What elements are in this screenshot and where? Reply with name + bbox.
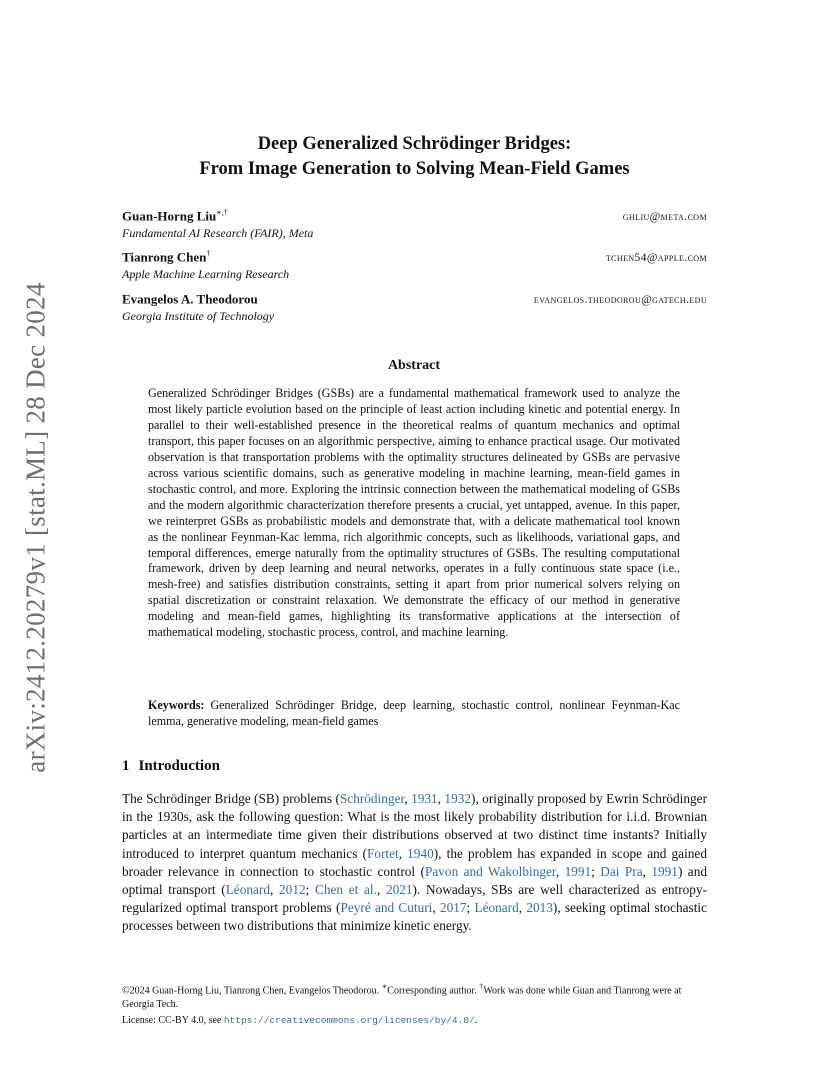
citation-link[interactable]: Dai Pra: [600, 863, 643, 879]
author-block-3: [122, 291, 707, 324]
section-title: Introduction: [138, 758, 220, 774]
license-suffix: .: [474, 1015, 478, 1026]
keywords-label: Keywords:: [148, 698, 205, 712]
author-name: Guan-Horng Liu: [122, 208, 217, 224]
author-email[interactable]: ghliu@meta.com: [622, 211, 707, 224]
abstract-body: Generalized Schrödinger Bridges (GSBs) are a fundamental mathematical framework used to analyze the most likely particle evolution based on the principle of least action including kinetic and potential energy. In parallel to their well-established presence in the theoretical realms of quantum mechanics and optimal transport, this paper focuses on an algorithmic perspective, aiming to enhance practical usage. Our motivated observation is that transportation problems with the optimality structures delineated by GSBs are pervasive across various scientific domains, such as generative modeling in machine learning, mean-field games in stochastic control, and more. Exploring the intrinsic connection between the mathematical modeling of GSBs and the modern algorithmic characterization therefore presents a crucial, yet untapped, avenue. In this paper, we reinterpret GSBs as probabilistic models and demonstrate that, with a delicate mathematical tool known as the nonlinear Feynman-Kac lemma, rich algorithmic concepts, such as likelihoods, variational gaps, and temporal differences, emerge naturally from the optimality structures of GSBs. The resulting computational framework, driven by deep learning and neural networks, operates in a fully continuous state space (i.e., mesh-free) and satisfies distribution constraints, setting it apart from prior numerical solvers relying on spatial discretization or constraint relaxation. We demonstrate the efficacy of our method in generative modeling and mean-field games, highlighting its transformative applications at the intersection of mathematical modeling, stochastic process, control, and machine learning.: [148, 386, 680, 640]
introduction-paragraph: [122, 790, 707, 936]
author-email[interactable]: evangelos.theodorou@gatech.edu: [533, 294, 707, 307]
keywords: [148, 698, 680, 730]
footnote-symbol: ∗: [381, 982, 388, 991]
author-block-2: [122, 249, 707, 282]
intro-text: ,: [555, 863, 565, 879]
citation-link[interactable]: 2017: [439, 900, 467, 916]
citation-link[interactable]: 1940: [407, 845, 434, 861]
arxiv-identifier-stamp: [16, 280, 56, 775]
license-prefix: License: CC-BY 4.0, see: [122, 1015, 224, 1026]
arxiv-identifier-text: arXiv:2412.20279v1 [stat.ML] 28 Dec 2024: [20, 282, 51, 773]
intro-text: ). Nowadays, SBs are well characterized as entropy-regularized optimal transport problems (: [122, 882, 708, 916]
title-line-1: Deep Generalized Schrödinger Bridges:: [257, 134, 572, 154]
intro-text: ,: [432, 900, 440, 916]
license-url-link[interactable]: https://creativecommons.org/licenses/by/4.0/: [223, 1015, 475, 1026]
citation-link[interactable]: Peyré and Cuturi: [340, 900, 433, 916]
author-affiliation: Fundamental AI Research (FAIR), Meta: [122, 226, 314, 241]
keywords-text: Generalized Schrödinger Bridge, deep learning, stochastic control, nonlinear Feynman-Kac lemma, generative modeling, mean-field games: [148, 698, 680, 728]
citation-link[interactable]: Schrödinger: [339, 791, 405, 806]
author-name: Tianrong Chen: [122, 249, 207, 265]
author-marks: ∗,†: [216, 208, 228, 217]
citation-link[interactable]: 2021: [385, 882, 413, 898]
author-affiliation: Georgia Institute of Technology: [122, 309, 275, 324]
citation-link[interactable]: 2012: [279, 882, 306, 898]
footnote-text: Work was done while Guan and Tianrong were at Georgia Tech.: [122, 985, 682, 1010]
footnote-text: Corresponding author.: [387, 985, 480, 997]
title-line-2: From Image Generation to Solving Mean-Field Games: [199, 159, 630, 179]
intro-text: ), originally proposed by Ewrin Schrödinger in the 1930s, ask the following question: What is the most likely probability distribution for i.i.d. Brownian particles at an intermediate time given their distributions observed at two distinct time instants? Initially introduced to interpret quantum mechanics (: [122, 791, 707, 861]
intro-text: ,: [642, 863, 652, 879]
intro-text: ,: [270, 882, 280, 898]
intro-text: ,: [518, 900, 527, 916]
footnote-text: ©2024 Guan-Horng Liu, Tianrong Chen, Evangelos Theodorou.: [122, 985, 382, 997]
intro-text: ,: [376, 882, 386, 898]
footnote-symbol: †: [479, 982, 484, 991]
author-email[interactable]: tchen54@apple.com: [605, 252, 707, 265]
citation-link[interactable]: 1991: [564, 863, 592, 879]
intro-text: ;: [305, 882, 315, 898]
citation-link[interactable]: 1931: [411, 791, 438, 806]
abstract-heading: Abstract: [387, 358, 441, 373]
intro-text: ;: [591, 863, 601, 879]
citation-link[interactable]: Léonard: [474, 900, 519, 916]
author-name: Evangelos A. Theodorou: [122, 291, 258, 307]
section-number: 1: [122, 758, 130, 774]
author-marks: †: [206, 249, 211, 258]
citation-link[interactable]: 1991: [651, 863, 678, 879]
intro-text: ,: [398, 845, 408, 861]
intro-text: The Schrödinger Bridge (SB) problems (: [122, 791, 340, 806]
copyright-footnote: [122, 980, 707, 1011]
intro-text: ,: [404, 791, 412, 806]
paper-title: [122, 132, 707, 182]
author-block-1: [122, 208, 707, 241]
intro-text: ,: [437, 791, 445, 806]
intro-text: ) and optimal transport (: [122, 863, 707, 898]
citation-link[interactable]: Chen et al.: [314, 882, 377, 898]
citation-link[interactable]: 1932: [444, 791, 472, 806]
intro-text: ), the problem has expanded in scope and gained broader relevance in connection to stochastic control (: [122, 845, 707, 879]
citation-link[interactable]: Léonard: [225, 882, 270, 898]
citation-link[interactable]: Pavon and Wakolbinger: [424, 863, 556, 879]
citation-link[interactable]: Fortet: [366, 845, 399, 861]
author-affiliation: Apple Machine Learning Research: [122, 267, 290, 282]
intro-text: ;: [466, 900, 475, 916]
citation-link[interactable]: 2013: [526, 900, 553, 916]
section-heading-introduction: [122, 758, 220, 775]
license-line: [122, 1014, 707, 1027]
intro-text: ), seeking optimal stochastic processes between two distributions that minimize kinetic energy.: [122, 900, 707, 934]
